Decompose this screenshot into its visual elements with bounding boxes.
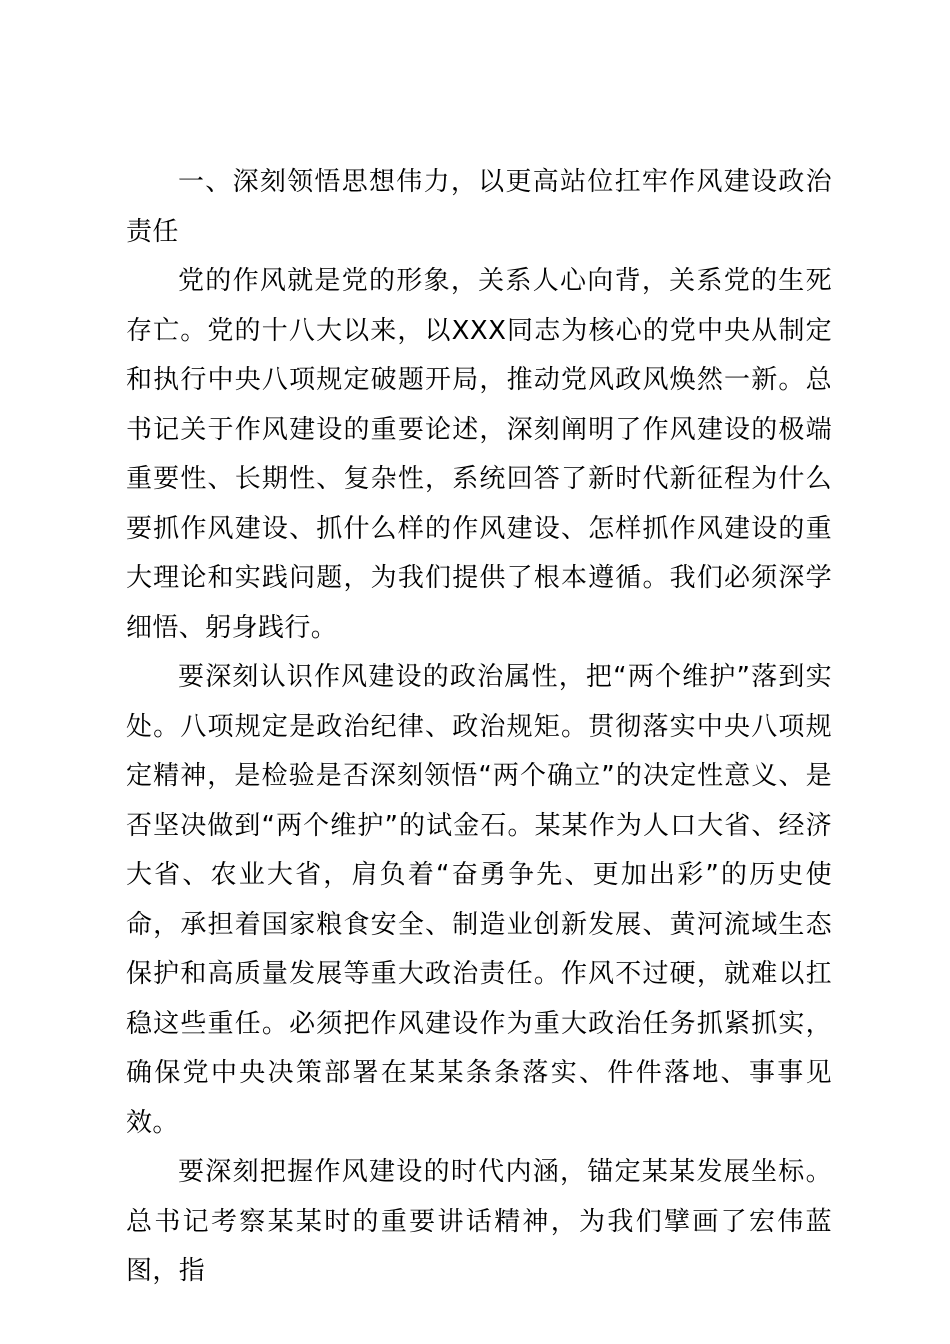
paragraph-2: 要深刻认识作风建设的政治属性，把“两个维护”落到实处。八项规定是政治纪律、政治规矩。贯彻落实中央八项规定精神，是检验是否深刻领悟“两个确立”的决定性意义、是否坚决做到“两个维护”的试金石。某某作为人口大省、经济大省、农业大省，肩负着“奋勇争先、更加出彩”的历史使命，承担着国家粮食安全、制造业创新发展、黄河流域生态保护和高质量发展等重大政治责任。作风不过硬，就难以扛稳这些重任。必须把作风建设作为重大政治任务抓紧抓实，确保党中央决策部署在某某条条落实、件件落地、事事见效。 [126, 662, 832, 1138]
section-heading: 一、深刻领悟思想伟力，以更高站位扛牢作风建设政治责任 [126, 167, 832, 247]
paragraph-1: 党的作风就是党的形象，关系人心向背，关系党的生死存亡。党的十八大以来，以XXX同志为核心的党中央从制定和执行中央八项规定破题开局，推动党风政风焕然一新。总书记关于作风建设的重要论述，深刻阐明了作风建设的极端重要性、长期性、复杂性，系统回答了新时代新征程为什么要抓作风建设、抓什么样的作风建设、怎样抓作风建设的重大理论和实践问题，为我们提供了根本遵循。我们必须深学细悟、躬身践行。 [126, 266, 832, 643]
document-page [126, 158, 832, 1297]
paragraph-3: 要深刻把握作风建设的时代内涵，锚定某某发展坐标。总书记考察某某时的重要讲话精神，为我们擘画了宏伟蓝图，指 [126, 1157, 832, 1286]
